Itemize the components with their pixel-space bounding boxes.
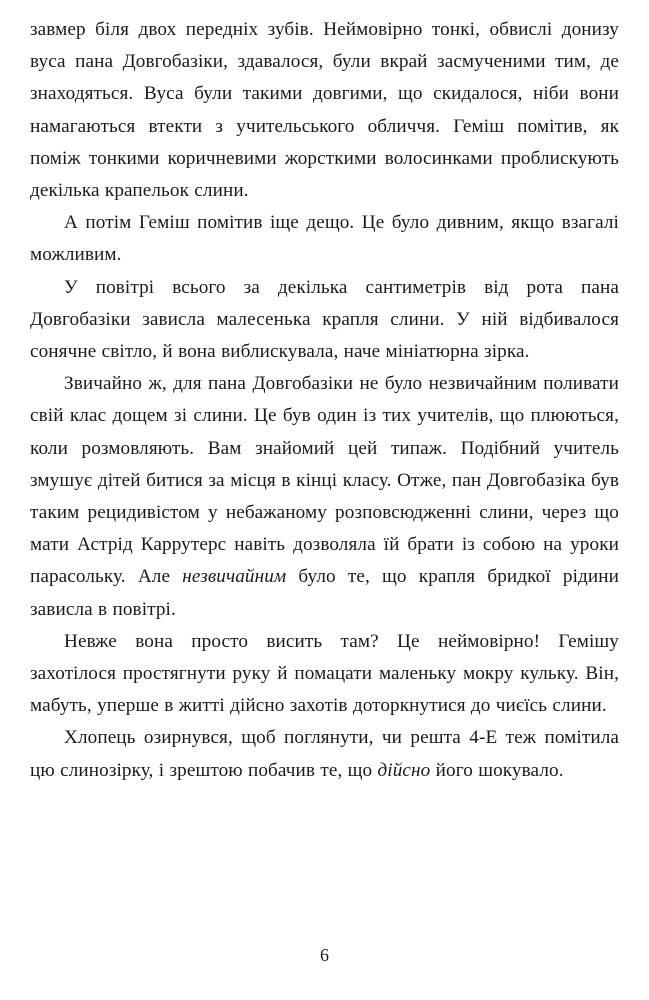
emphasis-text: дійсно [377, 759, 431, 781]
paragraph: Хлопець озирнувся, щоб поглянути, чи решта 4-Е теж помітила цю слинозірку, і зрештою побачив те, що дійсно його шокувало. [30, 727, 619, 781]
paragraph: У повітрі всього за декілька сантиметрів від рота пана Довгобазіки зависла малесенька крапля слини. У ній відбивалося сонячне світло, й вона виблискувала, наче мініатюрна зірка. [30, 276, 619, 363]
page-body [30, 14, 619, 787]
paragraph: завмер біля двох передніх зубів. Неймовірно тонкі, обвислі донизу вуса пана Довгобазіки, здавалося, були вкрай засмученими тим, де знаходяться. Вуса були такими довгими, що скидалося, ніби вони намагаються втекти з учительського обличчя. Геміш помітив, як поміж тонкими коричневими жорсткими волосинками проблискують декілька крапельок слини. [30, 19, 619, 202]
paragraph: А потім Геміш помітив іще дещо. Це було дивним, якщо взагалі можливим. [30, 212, 619, 266]
page-number: 6 [320, 945, 329, 965]
emphasis-text: незвичайним [182, 566, 287, 588]
paragraph: Невже вона просто висить там? Це неймовірно! Гемішу захотілося простягнути руку й помацати маленьку мокру кульку. Він, мабуть, уперше в житті дійсно захотів доторкнутися до чиєїсь слини. [30, 630, 619, 717]
paragraph: Звичайно ж, для пана Довгобазіки не було незвичайним поливати свій клас дощем зі слини. Це був один із тих учителів, що плюються, коли розмовляють. Вам знайомий цей типаж. Подібний учитель змушує дітей битися за місця в кінці класу. Отже, пан Довгобазіка був таким рецидивістом у небажаному розповсюдженні слини, через що мати Астрід Каррутерс навіть дозволяла їй брати із собою на уроки парасольку. Але незвичайним було те, що крапля бридкої рідини зависла в повітрі. [30, 373, 619, 620]
